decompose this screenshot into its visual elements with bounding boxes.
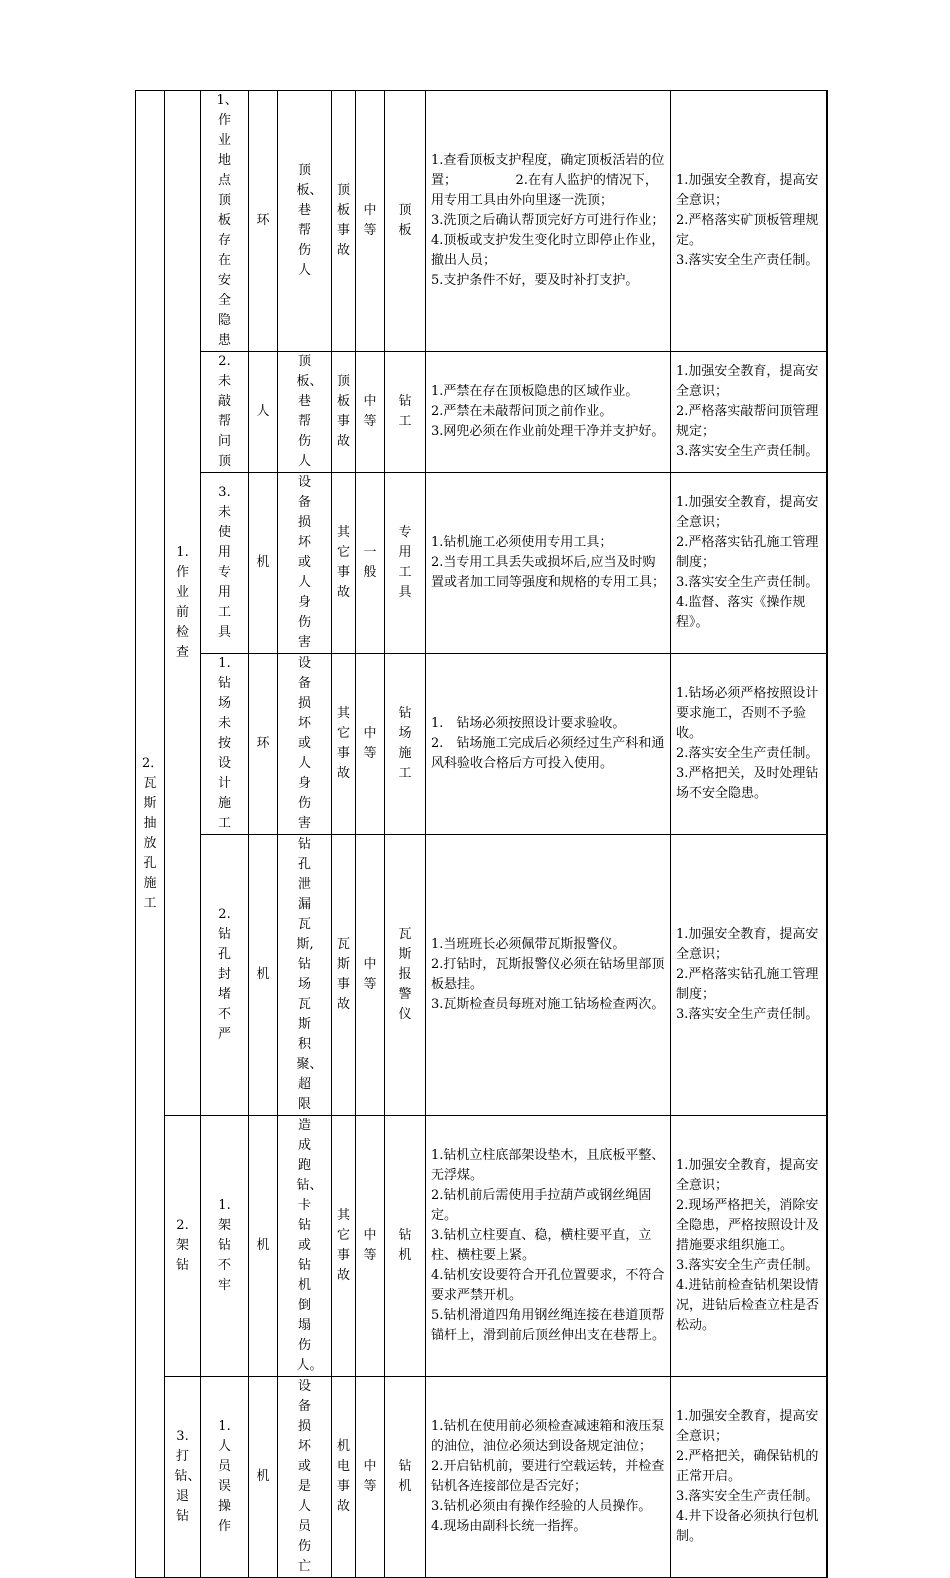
risk-table xyxy=(135,90,828,1578)
hazard-cell-text: 3.未使用专用工具 xyxy=(217,485,231,640)
factor-cell-text: 机 xyxy=(256,555,270,570)
process-cell-text: 2．瓦斯抽放孔施工 xyxy=(142,756,164,911)
control-measures-cell-line: 5.支护条件不好，要及时补打支护。 xyxy=(431,273,639,288)
risk-level-cell-text: 中等 xyxy=(363,1459,377,1494)
table-row xyxy=(136,473,827,654)
management-measures-cell-line: 2.严格落实钻孔施工管理制度； xyxy=(676,535,819,570)
risk-level-cell xyxy=(356,352,385,473)
hazard-cell xyxy=(201,654,249,835)
control-measures-cell-line: 5.钻机滑道四角用钢丝绳连接在巷道顶帮锚杆上，滑到前后顶丝伸出支在巷帮上。 xyxy=(431,1308,666,1343)
control-measures-cell-line: 2.开启钻机前，要进行空载运转，并检查钻机各连接部位是否完好； xyxy=(431,1459,665,1494)
accident-type-cell xyxy=(332,835,356,1116)
hazard-cell-text: 1.架钻不牢 xyxy=(217,1198,231,1293)
category-cell xyxy=(385,473,426,654)
category-cell xyxy=(385,654,426,835)
stage-cell xyxy=(165,1116,201,1377)
control-measures-cell-line: 2. 钻场施工完成后必须经过生产科和通风科验收合格后方可投入使用。 xyxy=(431,736,665,771)
consequence-cell-text: 设备损坏或人身伤害 xyxy=(297,656,311,831)
accident-type-cell-text: 顶板事故 xyxy=(336,183,350,258)
consequence-cell-text: 造成跑钻、卡钻或钻机倒塌伤人。 xyxy=(296,1118,323,1373)
management-measures-cell-line: 2.现场严格把关，消除安全隐患，严格按照设计及措施要求组织施工。 xyxy=(676,1198,820,1253)
control-measures-cell-line: 3.钻机立柱要直、稳，横柱要平直，立柱、横柱要上紧。 xyxy=(431,1228,652,1263)
stage-cell xyxy=(165,1377,201,1578)
consequence-cell-text: 顶板、巷帮伤人 xyxy=(296,354,323,469)
table-row xyxy=(136,1116,827,1377)
factor-cell xyxy=(249,91,278,352)
management-measures-cell-line: 1.加强安全教育，提高安全意识； xyxy=(676,927,819,962)
management-measures-cell-line: 3.落实安全生产责任制。 xyxy=(676,1258,819,1273)
management-measures-cell-line: 1.加强安全教育，提高安全意识； xyxy=(676,364,819,399)
stage-cell-text: 2.架钻 xyxy=(175,1218,189,1273)
management-measures-cell-line: 3.落实安全生产责任制。 xyxy=(676,1007,819,1022)
control-measures-cell-line: 1.严禁在存在顶板隐患的区域作业。 xyxy=(431,384,639,399)
consequence-cell xyxy=(278,352,332,473)
control-measures-cell xyxy=(426,91,671,352)
management-measures-cell-line: 3.落实安全生产责任制。 xyxy=(676,444,819,459)
accident-type-cell-text: 其它事故 xyxy=(336,525,350,600)
category-cell-text: 顶板 xyxy=(398,203,412,238)
management-measures-cell-line: 1.加强安全教育，提高安全意识； xyxy=(676,173,819,208)
risk-level-cell xyxy=(356,91,385,352)
risk-level-cell xyxy=(356,654,385,835)
risk-level-cell xyxy=(356,1116,385,1377)
risk-level-cell-text: 中等 xyxy=(363,203,377,238)
control-measures-cell-line: 3.网兜必须在作业前处理干净并支护好。 xyxy=(431,424,665,439)
factor-cell-text: 人 xyxy=(256,404,270,419)
management-measures-cell-line: 2.严格把关，确保钻机的正常开启。 xyxy=(676,1449,819,1484)
hazard-cell xyxy=(201,1377,249,1578)
hazard-cell-text: 1.钻场未按设计施工 xyxy=(217,656,231,831)
consequence-cell-text: 设备损坏或人身伤害 xyxy=(297,475,311,650)
management-measures-cell-line: 3.严格把关，及时处理钻场不安全隐患。 xyxy=(676,766,819,801)
risk-level-cell-text: 中等 xyxy=(363,957,377,992)
factor-cell xyxy=(249,352,278,473)
control-measures-cell xyxy=(426,352,671,473)
risk-level-cell xyxy=(356,1377,385,1578)
factor-cell-text: 机 xyxy=(256,967,270,982)
accident-type-cell-text: 其它事故 xyxy=(336,706,350,781)
hazard-cell xyxy=(201,91,249,352)
accident-type-cell-text: 其它事故 xyxy=(336,1208,350,1283)
table-row xyxy=(136,835,827,1116)
management-measures-cell xyxy=(671,473,827,654)
accident-type-cell xyxy=(332,352,356,473)
control-measures-cell-line: 1. 钻场必须按照设计要求验收。 xyxy=(431,716,626,731)
accident-type-cell xyxy=(332,654,356,835)
category-cell xyxy=(385,352,426,473)
factor-cell xyxy=(249,1116,278,1377)
control-measures-cell-line: 1.查看顶板支护程度，确定顶板活岩的位置； 2.在有人监护的情况下，用专用工具由外向里逐一洗顶； xyxy=(431,153,665,208)
accident-type-cell-text: 顶板事故 xyxy=(336,374,350,449)
control-measures-cell-line: 3.洗顶之后确认帮顶完好方可进行作业； xyxy=(431,213,665,228)
risk-level-cell-text: 中等 xyxy=(363,1228,377,1263)
process-cell xyxy=(136,91,165,1578)
accident-type-cell-text: 机电事故 xyxy=(336,1439,350,1514)
risk-level-cell-text: 中等 xyxy=(363,726,377,761)
management-measures-cell-line: 1.加强安全教育，提高安全意识； xyxy=(676,1409,819,1444)
control-measures-cell-line: 1.当班班长必须佩带瓦斯报警仪。 xyxy=(431,937,626,952)
category-cell-text: 专用工具 xyxy=(398,525,412,600)
hazard-cell-text: 2.未敲帮问顶 xyxy=(217,354,231,469)
stage-cell xyxy=(165,91,201,1116)
accident-type-cell-text: 瓦斯事故 xyxy=(336,937,350,1012)
consequence-cell xyxy=(278,1116,332,1377)
management-measures-cell-line: 2.严格落实敲帮问顶管理规定； xyxy=(676,404,819,439)
control-measures-cell-line: 2.钻机前后需使用手拉葫芦或钢丝绳固定。 xyxy=(431,1188,652,1223)
risk-level-cell xyxy=(356,835,385,1116)
category-cell-text: 瓦斯报警仪 xyxy=(398,927,412,1022)
stage-cell-text: 1.作业前检查 xyxy=(175,545,189,660)
control-measures-cell-line: 3.瓦斯检查员每班对施工钻场检查两次。 xyxy=(431,997,665,1012)
management-measures-cell xyxy=(671,91,827,352)
consequence-cell xyxy=(278,654,332,835)
management-measures-cell-line: 2.严格落实钻孔施工管理制度； xyxy=(676,967,819,1002)
management-measures-cell xyxy=(671,1377,827,1578)
category-cell-text: 钻场施工 xyxy=(398,706,412,781)
factor-cell xyxy=(249,654,278,835)
accident-type-cell xyxy=(332,1116,356,1377)
control-measures-cell-line: 2.打钻时，瓦斯报警仪必须在钻场里部顶板悬挂。 xyxy=(431,957,665,992)
factor-cell-text: 环 xyxy=(256,736,270,751)
control-measures-cell-line: 2.当专用工具丢失或损坏后,应当及时购置或者加工同等强度和规格的专用工具； xyxy=(431,555,666,590)
table-row xyxy=(136,352,827,473)
category-cell xyxy=(385,835,426,1116)
management-measures-cell-line: 3.落实安全生产责任制。 xyxy=(676,575,819,590)
factor-cell-text: 环 xyxy=(256,213,270,228)
control-measures-cell-line: 1.钻机立柱底部架设垫木，且底板平整、无浮煤。 xyxy=(431,1148,665,1183)
category-cell-text: 钻工 xyxy=(398,394,412,429)
hazard-cell xyxy=(201,1116,249,1377)
hazard-cell-text: 2.钻孔封堵不严 xyxy=(217,907,231,1042)
management-measures-cell-line: 4.监督、落实《操作规程》。 xyxy=(676,595,806,630)
category-cell-text: 钻机 xyxy=(398,1459,412,1494)
management-measures-cell xyxy=(671,835,827,1116)
consequence-cell-text: 顶板、巷帮伤人 xyxy=(296,163,323,278)
control-measures-cell xyxy=(426,835,671,1116)
risk-level-cell-text: 中等 xyxy=(363,394,377,429)
management-measures-cell-line: 1.钻场必须严格按照设计要求施工，否则不予验收。 xyxy=(676,686,819,741)
category-cell-text: 钻机 xyxy=(398,1228,412,1263)
management-measures-cell-line: 2.落实安全生产责任制。 xyxy=(676,746,819,761)
hazard-cell-text: 1.人员误操作 xyxy=(217,1419,231,1534)
management-measures-cell xyxy=(671,654,827,835)
consequence-cell xyxy=(278,835,332,1116)
stage-cell-text: 3.打钻、退钻 xyxy=(174,1429,201,1524)
factor-cell xyxy=(249,473,278,654)
factor-cell xyxy=(249,1377,278,1578)
control-measures-cell-line: 1.钻机在使用前必须检查减速箱和液压泵的油位，油位必须达到设备规定油位； xyxy=(431,1419,665,1454)
factor-cell-text: 机 xyxy=(256,1238,270,1253)
consequence-cell xyxy=(278,473,332,654)
accident-type-cell xyxy=(332,91,356,352)
table-row xyxy=(136,1377,827,1578)
hazard-cell-text: 1、作业地点顶板存在安全隐患 xyxy=(216,93,238,348)
management-measures-cell-line: 4.井下设备必须执行包机制。 xyxy=(676,1509,819,1544)
control-measures-cell-line: 2.严禁在未敲帮问顶之前作业。 xyxy=(431,404,613,419)
management-measures-cell-line: 3.落实安全生产责任制。 xyxy=(676,1489,819,1504)
consequence-cell xyxy=(278,91,332,352)
hazard-cell xyxy=(201,352,249,473)
consequence-cell-text: 钻孔泄漏瓦斯,钻场瓦斯积聚、超限 xyxy=(296,837,323,1112)
control-measures-cell xyxy=(426,1116,671,1377)
control-measures-cell-line: 3.钻机必须由有操作经验的人员操作。 xyxy=(431,1499,652,1514)
management-measures-cell-line: 4.进钻前检查钻机架设情况，进钻后检查立柱是否松动。 xyxy=(676,1278,820,1333)
control-measures-cell-line: 4.钻机安设要符合开孔位置要求，不符合要求严禁开机。 xyxy=(431,1268,665,1303)
control-measures-cell xyxy=(426,1377,671,1578)
management-measures-cell-line: 2.严格落实矿顶板管理规定。 xyxy=(676,213,819,248)
risk-level-cell xyxy=(356,473,385,654)
accident-type-cell xyxy=(332,1377,356,1578)
control-measures-cell-line: 1.钻机施工必须使用专用工具； xyxy=(431,535,613,550)
consequence-cell xyxy=(278,1377,332,1578)
management-measures-cell-line: 1.加强安全教育，提高安全意识； xyxy=(676,1158,819,1193)
control-measures-cell xyxy=(426,654,671,835)
category-cell xyxy=(385,1377,426,1578)
control-measures-cell xyxy=(426,473,671,654)
control-measures-cell-line: 4.现场由副科长统一指挥。 xyxy=(431,1519,587,1534)
risk-level-cell-text: 一般 xyxy=(363,545,377,580)
hazard-cell xyxy=(201,835,249,1116)
management-measures-cell-line: 1.加强安全教育，提高安全意识； xyxy=(676,495,819,530)
hazard-cell xyxy=(201,473,249,654)
control-measures-cell-line: 4.顶板或支护发生变化时立即停止作业，撤出人员； xyxy=(431,233,665,268)
category-cell xyxy=(385,1116,426,1377)
table-row xyxy=(136,654,827,835)
category-cell xyxy=(385,91,426,352)
accident-type-cell xyxy=(332,473,356,654)
management-measures-cell-line: 3.落实安全生产责任制。 xyxy=(676,253,819,268)
table-row xyxy=(136,91,827,352)
management-measures-cell xyxy=(671,1116,827,1377)
management-measures-cell xyxy=(671,352,827,473)
factor-cell-text: 机 xyxy=(256,1469,270,1484)
factor-cell xyxy=(249,835,278,1116)
consequence-cell-text: 设备损坏或是人员伤亡 xyxy=(297,1379,311,1574)
